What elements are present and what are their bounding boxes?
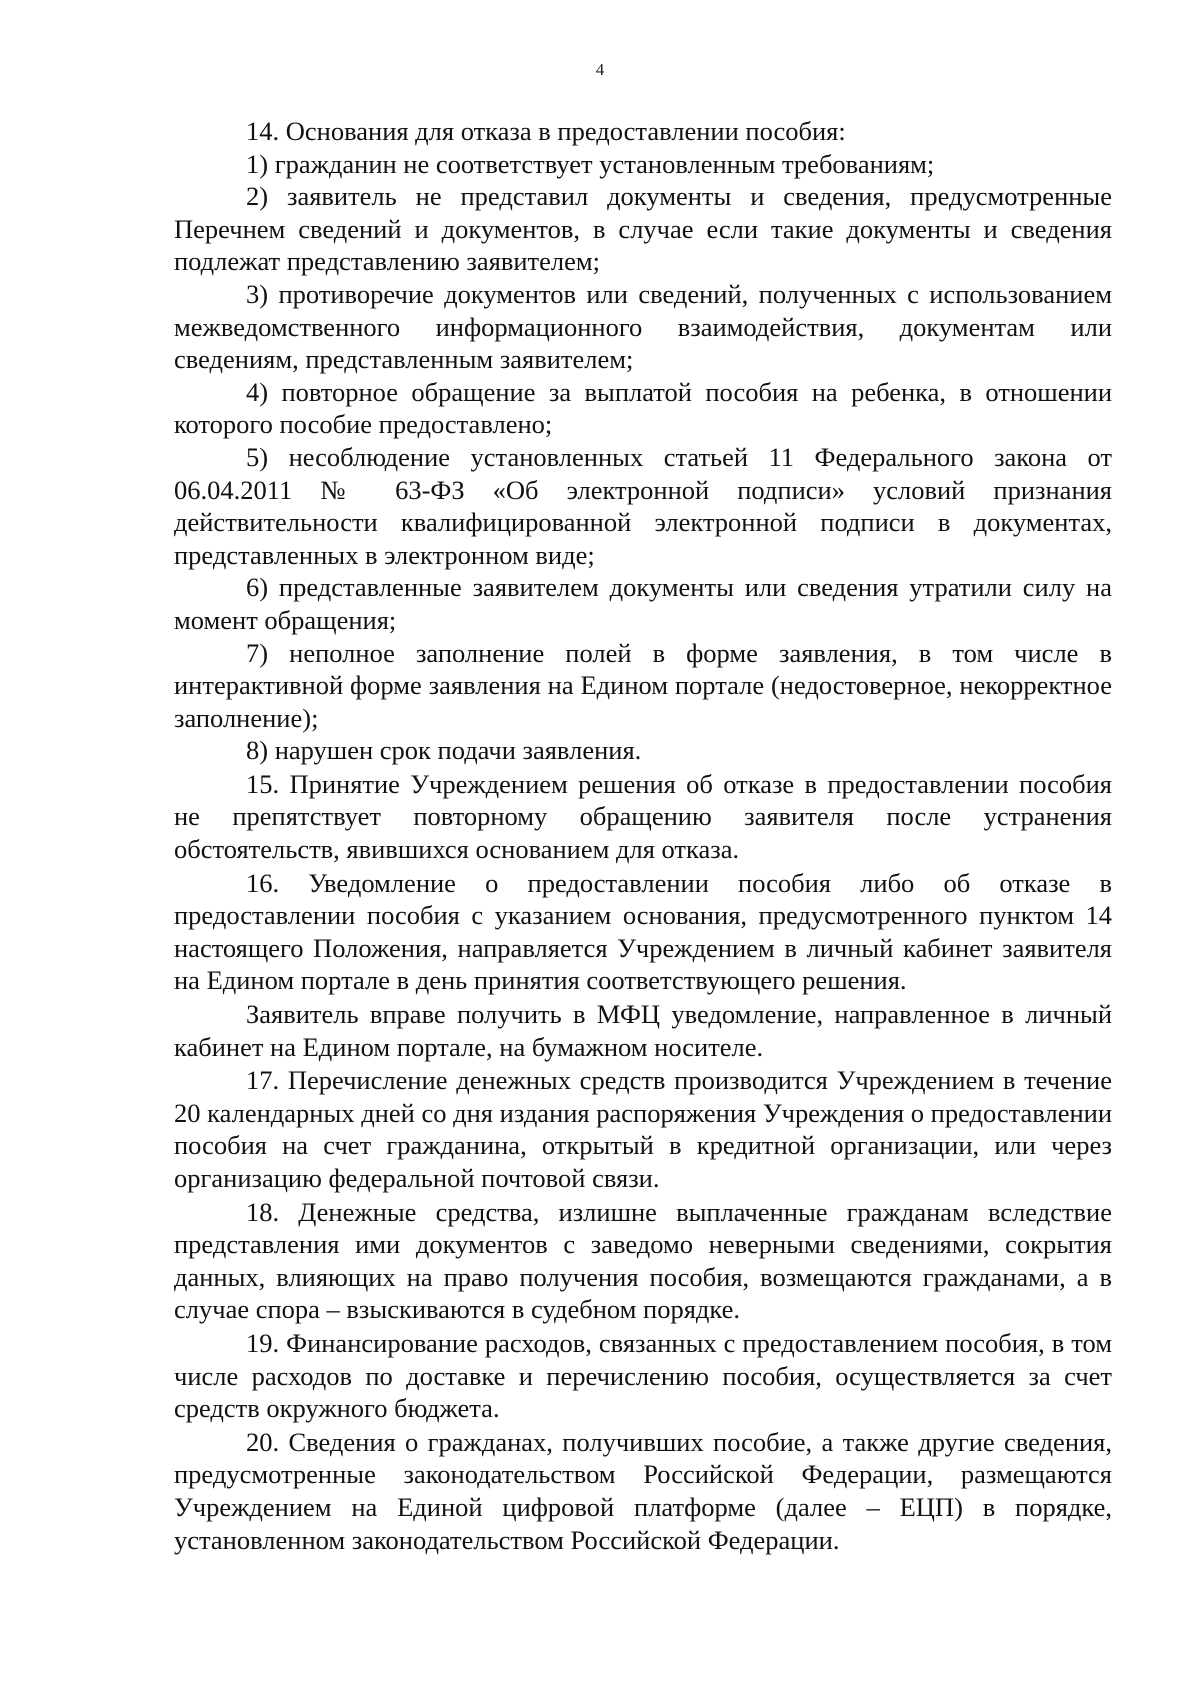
paragraph-item-20: 20. Сведения о гражданах, получивших пособие, а также другие сведения, предусмотренные законодательством Российской Федерации, размещаются Учреждением на Единой цифровой платформе (далее – ЕЦП) в порядке, установленном законодательством Российской Федерации. <box>174 1426 1112 1555</box>
paragraph-item-14-2: 2) заявитель не представил документы и сведения, предусмотренные Перечнем сведений и документов, в случае если такие документы и сведения подлежат представлению заявителем; <box>174 181 1112 277</box>
document-body <box>174 115 1112 1556</box>
paragraph-item-14-heading: 14. Основания для отказа в предоставлении пособия: <box>246 116 846 146</box>
paragraph-item-14-8: 8) нарушен срок подачи заявления. <box>246 735 642 766</box>
paragraph-item-18: 18. Денежные средства, излишне выплаченные гражданам вследствие представления ими документов с заведомо неверными сведениями, сокрытия данных, влияющих на право получения пособия, возмещаются гражданами, а в случае спора – взыскиваются в судебном порядке. <box>174 1196 1112 1325</box>
paragraph-item-14-5: 5) несоблюдение установленных статьей 11 Федерального закона от 06.04.2011 № 63-ФЗ «Об электронной подписи» условий признания действительности квалифицированной электронной подписи в документах, представленных в электронном виде; <box>174 441 1112 570</box>
paragraph-item-14-7: 7) неполное заполнение полей в форме заявления, в том числе в интерактивной форме заявления на Едином портале (недостоверное, некорректное заполнение); <box>174 637 1112 733</box>
paragraph-item-15: 15. Принятие Учреждением решения об отказе в предоставлении пособия не препятствует повторному обращению заявителя после устранения обстоятельств, явившихся основанием для отказа. <box>174 768 1112 865</box>
paragraph-item-14-4: 4) повторное обращение за выплатой пособия на ребенка, в отношении которого пособие предоставлено; <box>174 376 1112 440</box>
paragraph-item-14-3: 3) противоречие документов или сведений, полученных с использованием межведомственного информационного взаимодействия, документам или сведениям, представленным заявителем; <box>174 278 1112 375</box>
paragraph-item-14-1: 1) гражданин не соответствует установленным требованиям; <box>246 148 935 179</box>
paragraph-item-16-applicant: Заявитель вправе получить в МФЦ уведомление, направленное в личный кабинет на Едином портале, на бумажном носителе. <box>174 999 1112 1062</box>
paragraph-item-17: 17. Перечисление денежных средств производится Учреждением в течение 20 календарных дней со дня издания распоряжения Учреждения о предоставлении пособия на счет гражданина, открытый в кредитной организации, или через организацию федеральной почтовой связи. <box>174 1065 1112 1193</box>
page-number: 4 <box>595 60 605 79</box>
paragraph-item-14-6: 6) представленные заявителем документы или сведения утратили силу на момент обращения; <box>174 572 1112 635</box>
paragraph-item-19: 19. Финансирование расходов, связанных с предоставлением пособия, в том числе расходов по доставке и перечислению пособия, осуществляется за счет средств окружного бюджета. <box>174 1327 1112 1424</box>
paragraph-item-16: 16. Уведомление о предоставлении пособия либо об отказе в предоставлении пособия с указанием основания, предусмотренного пунктом 14 настоящего Положения, направляется Учреждением в личный кабинет заявителя на Едином портале в день принятия соответствующего решения. <box>174 867 1112 996</box>
